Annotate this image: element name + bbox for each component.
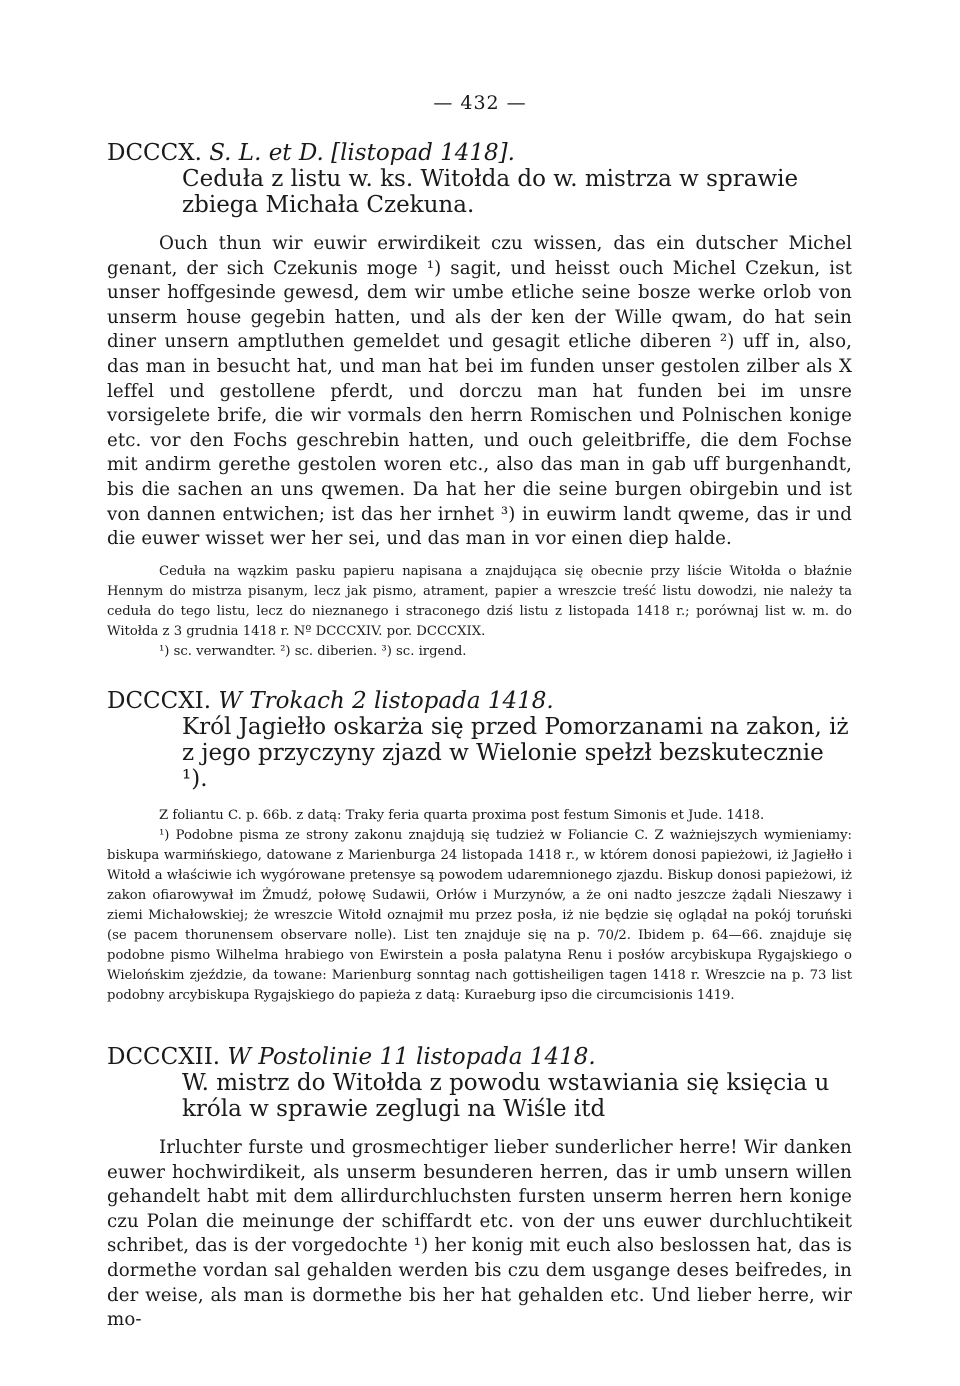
section-number: DCCCXII.: [107, 1044, 221, 1070]
section-body: Ouch thun wir euwir erwirdikeit czu wissen, das ein dutscher Michel genant, der sich Czekunis moge ¹) sagit, und heisst ouch Michel Czekun, ist unser hoffgesinde gewesd, dem wir umbe etliche seine bosze werke orlob von unserm house gegebin hatten, und als der ken der Wille qwam, do hat sein diner unsern amptluthen gemeldet und gesagit etliche diberen ²) uff in, also, das man in besucht hat, und man hat bei im funden unser gestolen zilber als X leffel und gestollene pferdt, und dorczu man hat funden bei im unsre vorsigelete brife, die wir vormals den herrn Romischen und Polnischen konige etc. vor den Fochs geschrebin hatten, und ouch geleitbriffe, die dem Fochse mit andirm gerethe gestolen woren etc., also das man in gab uff burgenhandt, bis die sachen an uns qwemen. Da hat her die seine burgen obirgebin und ist von dannen entwichen; ist das her irnhet ³) in euwirm landt qweme, das ir und die euwer wisset wer her sei, und das man in vor einen diep halde.: [107, 233, 852, 550]
section-subtitle: Król Jagiełło oskarża się przed Pomorzanami na zakon, iż z jego przyczyny zjazd w Wielonie spełzł bezskutecznie ¹).: [182, 714, 849, 792]
section-place-date: S. L. et D. [listopad 1418].: [209, 140, 515, 166]
section-footnotes: ¹) sc. verwandter. ²) sc. diberien. ³) sc. irgend.: [159, 643, 467, 659]
section-number: DCCCX.: [107, 140, 202, 166]
section-source: Z foliantu C. p. 66b. z datą: Traky feria quarta proxima post festum Simonis et Jude. 1418.: [159, 808, 765, 823]
section-subtitle: Ceduła z listu w. ks. Witołda do w. mistrza w sprawie zbiega Michała Czekuna.: [182, 166, 799, 218]
document-section-dcccxi: [107, 688, 852, 1006]
section-note: ¹) Podobne pisma ze strony zakonu znajdują się tudzież w Foliancie C. Z ważniejszych wymieniamy: biskupa warmińskiego, datowane z Marienburga 24 listopada 1418 r., w którem donosi papieżowi, iż Jagiełło i Witołd a właściwie ich wygórowane pretensye są powodem udaremnionego zjazdu. Biskup donosi papieżowi, iż zakon ofiarowywał im Żmudź, połowę Sudawii, Orłów i Murzynów, a że oni nadto jeszcze żądali Nieszawy i ziemi Michałowskiej; że wreszcie Witołd oznajmił mu przez posła, iż nie będzie się oglądał na pokój toruński (se pacem thorunensem observare nolle). List ten znajduje się na p. 70/2. Ibidem p. 64—66. znajduje się podobne pismo Wilhelma hrabiego von Ewirstein a posła palatyna Renu i posłów arcybiskupa Rygajskiego o Wielońskim zjeździe, da towane: Marienburg sonntag nach gottisheiligen tagen 1418 r. Wreszcie na p. 73 list podobny arcybiskupa Rygajskiego do papieża z datą: Kuraeburg ipso die circumcisionis 1419.: [107, 828, 852, 1003]
document-section-dcccxii: [107, 1044, 852, 1333]
document-section-dcccx: [107, 140, 852, 662]
section-number: DCCCXI.: [107, 688, 212, 714]
section-heading: [107, 140, 852, 166]
section-heading: [107, 1044, 852, 1070]
section-note: Ceduła na wązkim pasku papieru napisana a znajdująca się obecnie przy liście Witołda o błaźnie Hennym do mistrza pisanym, lecz jak pismo, atrament, papier a wreszcie treść listu dowodzi, nie należy ta ceduła do tego listu, lecz do nieznanego i straconego dziś listu z listopada 1418 r.; porównaj list w. m. do Witołda z 3 grudnia 1418 r. Nº DCCCXIV. por. DCCCXIX.: [107, 563, 852, 639]
section-place-date: W Trokach 2 listopada 1418.: [218, 688, 554, 714]
section-place-date: W Postolinie 11 listopada 1418.: [227, 1044, 596, 1070]
section-heading: [107, 688, 852, 714]
page-number: — 432 —: [433, 92, 527, 114]
section-body: Irluchter furste und grosmechtiger lieber sunderlicher herre! Wir danken euwer hochwirdikeit, als unserm besunderen herren, das ir umb unsern willen gehandelt habt mit dem allirdurchluchsten fursten unserm herren hern konige czu Polan die meinunge der schiffardt etc. von der uns euwer durchluchtikeit schribet, das is der vorgedochte ¹) her konig mit euch also beslossen hat, das is dormethe vordan sal gehalden werden bis czu dem usgange deses beifredes, in der weise, als man is dormethe bis her hat gehalden etc. Und lieber herre, wir mo-: [107, 1137, 852, 1331]
section-subtitle: W. mistrz do Witołda z powodu wstawiania się księcia u króla w sprawie zeglugi na Wiśle itd: [182, 1070, 830, 1122]
